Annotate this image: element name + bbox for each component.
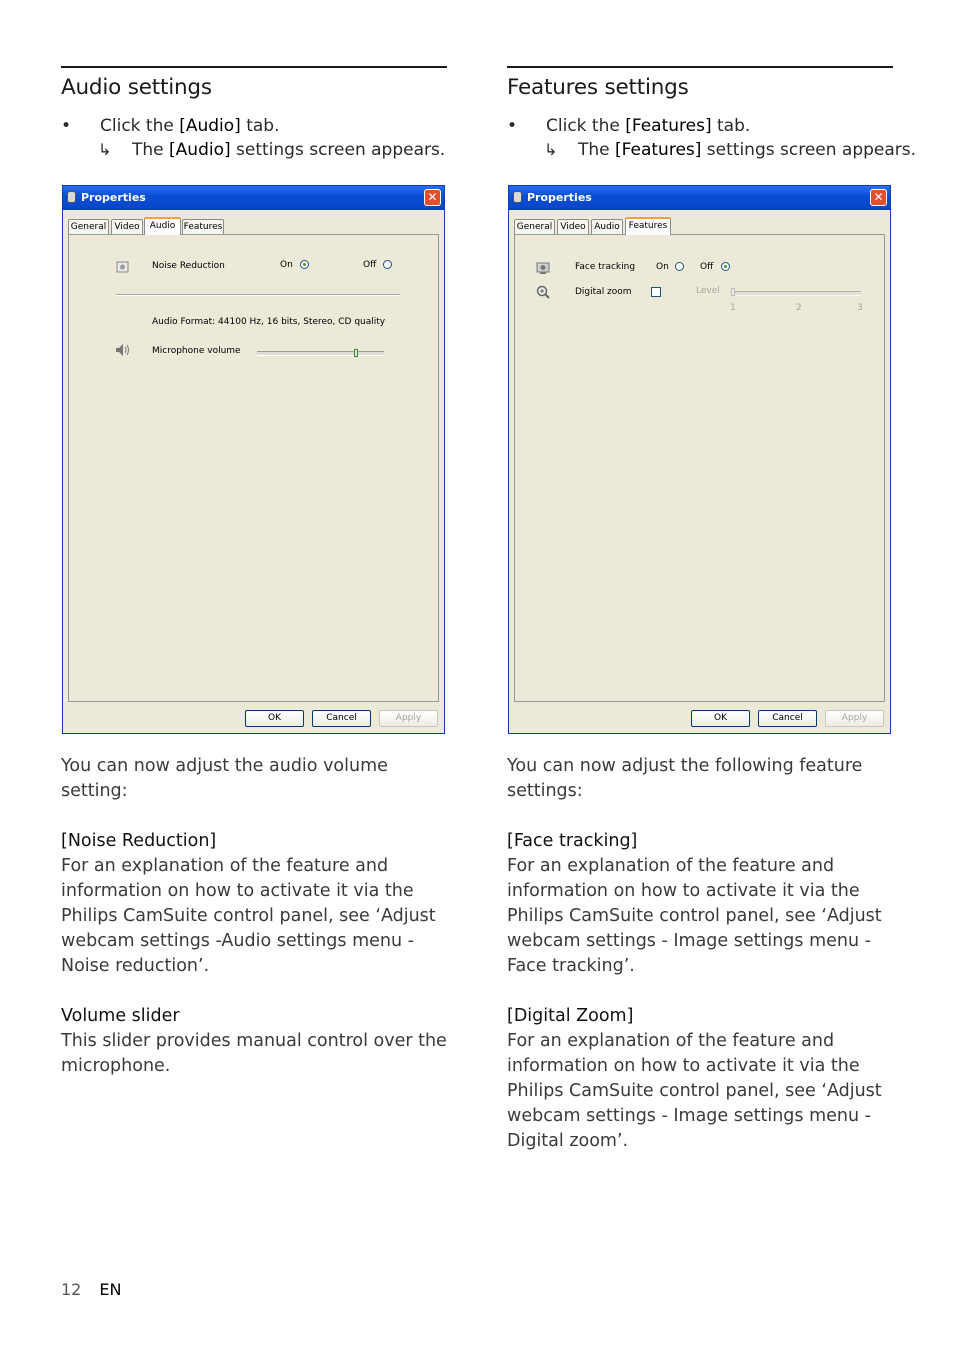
camera-app-icon [67,191,76,203]
audio-description [61,754,451,1079]
level-label: Level [696,286,720,296]
volume-slider-heading: Volume slider [61,1006,180,1026]
digital-zoom-checkbox[interactable] [651,287,661,297]
level-slider-track[interactable] [733,291,861,296]
level-tick-3: 3 [857,303,863,313]
audio-tab-pane [68,234,439,702]
tab-audio[interactable]: Audio [144,217,181,235]
face-on-radio[interactable] [675,262,684,271]
instruction-step: • Click the [Audio] tab. [61,116,280,136]
instruction-step: • Click the [Features] tab. [507,116,751,136]
features-description [507,754,893,1154]
face-tracking-text: For an explanation of the feature and information on how to activate it via the Philips CamSuite control panel, see ‘Adjust webcam settings - Image settings menu - Face tracking’. [507,856,882,976]
close-icon[interactable]: ✕ [424,189,441,206]
features-tab-pane [514,234,885,702]
section-rule [507,66,893,68]
tab-general[interactable]: General [514,219,555,234]
section-title: Audio settings [61,75,212,100]
audio-settings-section [61,66,447,162]
section-rule [61,66,447,68]
level-slider-thumb[interactable] [731,288,735,296]
result-arrow-icon: ↳ [98,140,112,159]
noise-reduction-label: Noise Reduction [152,261,225,271]
face-tracking-icon [536,262,550,275]
features-settings-section [507,66,917,162]
divider [116,294,400,296]
tab-audio[interactable]: Audio [591,219,623,234]
section-title: Features settings [507,75,689,100]
digital-zoom-text: For an explanation of the feature and information on how to activate it via the Philips CamSuite control panel, see ‘Adjust webcam settings - Image settings menu - Digital zoom’. [507,1031,882,1151]
cancel-button[interactable]: Cancel [758,710,817,727]
digital-zoom-label: Digital zoom [575,287,632,297]
noise-reduction-text: For an explanation of the feature and information on how to activate it via the Philips CamSuite control panel, see ‘Adjust webcam settings -Audio settings menu - Noise reduction’. [61,856,436,976]
noise-reduction-icon [116,261,129,273]
result-arrow-icon: ↳ [544,140,558,159]
title-bar [63,186,444,210]
volume-slider-text: This slider provides manual control over the microphone. [61,1031,447,1076]
noise-off-radio[interactable] [383,260,392,269]
features-properties-dialog [508,185,891,734]
language-code: EN [99,1280,122,1299]
tab-features[interactable]: Features [625,217,671,235]
face-off-radio[interactable] [721,262,730,271]
bullet-icon: • [507,116,518,136]
face-tracking-heading: [Face tracking] [507,831,638,851]
tab-features[interactable]: Features [182,219,224,234]
tab-reference: [Features] [625,116,712,136]
instruction-result: ↳ The [Audio] settings screen appears. [98,140,446,160]
ok-button[interactable]: OK [245,710,304,727]
speaker-icon [115,343,131,357]
level-tick-1: 1 [730,303,736,313]
tab-reference: [Audio] [179,116,241,136]
noise-reduction-heading: [Noise Reduction] [61,831,217,851]
face-on-label: On [656,262,669,272]
noise-on-label: On [280,260,293,270]
dialog-title: Properties [81,191,146,204]
instruction-result: ↳ The [Features] settings screen appears. [544,140,917,160]
page-footer [61,1280,121,1299]
apply-button[interactable]: Apply [379,710,438,727]
dialog-title: Properties [527,191,592,204]
ok-button[interactable]: OK [691,710,750,727]
audio-format-text: Audio Format: 44100 Hz, 16 bits, Stereo, CD quality [152,317,386,327]
audio-properties-dialog [62,185,445,734]
intro-text: You can now adjust the audio volume setting: [61,756,388,801]
bullet-icon: • [61,116,72,136]
digital-zoom-heading: [Digital Zoom] [507,1006,634,1026]
face-off-label: Off [700,262,714,272]
tab-general[interactable]: General [68,219,109,234]
zoom-icon [536,285,550,299]
tab-video[interactable]: Video [557,219,589,234]
microphone-volume-thumb[interactable] [354,349,358,357]
intro-text: You can now adjust the following feature settings: [507,756,863,801]
cancel-button[interactable]: Cancel [312,710,371,727]
apply-button[interactable]: Apply [825,710,884,727]
camera-app-icon [513,191,522,203]
microphone-volume-label: Microphone volume [152,346,241,356]
noise-on-radio[interactable] [300,260,309,269]
face-tracking-label: Face tracking [575,262,636,272]
title-bar [509,186,890,210]
page-number: 12 [61,1280,82,1299]
level-tick-2: 2 [796,303,802,313]
tab-video[interactable]: Video [111,219,143,234]
close-icon[interactable]: ✕ [870,189,887,206]
noise-off-label: Off [363,260,377,270]
microphone-volume-track[interactable] [257,351,384,356]
